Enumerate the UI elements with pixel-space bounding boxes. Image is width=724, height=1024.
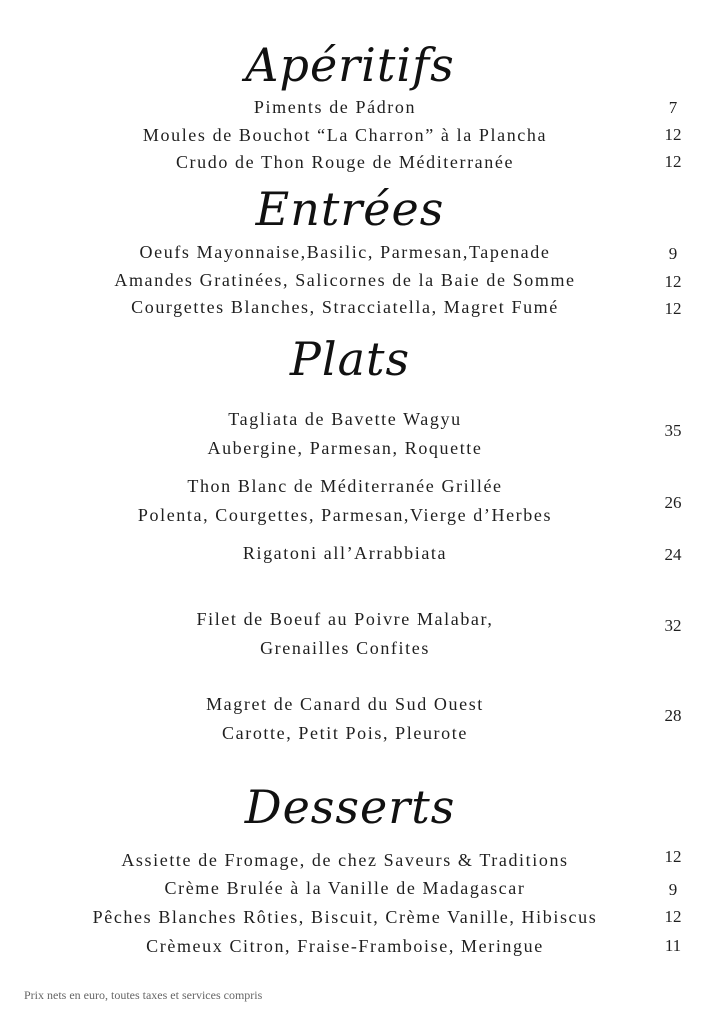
menu-item-price: 28: [664, 706, 682, 725]
menu-item-price: 12: [664, 152, 682, 171]
menu-item-price: 11: [664, 936, 682, 955]
menu-item-detail: Grenailles Confites: [260, 638, 430, 658]
menu-item-price: 9: [668, 244, 678, 263]
menu-item-price: 9: [668, 880, 678, 899]
menu-item-name: Piments de Pádron: [253, 97, 417, 117]
menu-item-name: Tagliata de Bavette Wagyu: [228, 409, 462, 429]
menu-item-detail: Polenta, Courgettes, Parmesan,Vierge d’Herbes: [137, 505, 553, 525]
menu-item-name: Oeufs Mayonnaise,Basilic, Parmesan,Tapenade: [139, 242, 551, 262]
aperitifs-heading: Apéritifs: [245, 38, 455, 92]
menu-item-price: 12: [664, 272, 682, 291]
price-disclaimer: Prix nets en euro, toutes taxes et services compris: [24, 988, 263, 1002]
menu-item-name: Pêches Blanches Rôties, Biscuit, Crème Vanille, Hibiscus: [92, 907, 598, 927]
menu-item-detail: Aubergine, Parmesan, Roquette: [207, 438, 483, 458]
menu-item-name: Rigatoni all’Arrabbiata: [242, 543, 448, 563]
menu-item-name: Filet de Boeuf au Poivre Malabar,: [196, 609, 494, 629]
menu-item-price: 24: [664, 545, 682, 564]
menu-item-price: 12: [664, 907, 682, 926]
menu-item-price: 12: [664, 299, 682, 318]
menu-item-price: 26: [664, 493, 682, 512]
menu-item-detail: Carotte, Petit Pois, Pleurote: [222, 723, 468, 743]
menu-item-name: Crudo de Thon Rouge de Méditerranée: [175, 152, 515, 172]
menu-item-name: Moules de Bouchot “La Charron” à la Plancha: [142, 125, 548, 145]
menu-item-price: 12: [664, 125, 682, 144]
desserts-heading: Desserts: [244, 780, 456, 834]
menu-item-name: Magret de Canard du Sud Ouest: [206, 694, 484, 714]
menu-item-price: 12: [664, 847, 682, 866]
menu-item-price: 35: [664, 421, 682, 440]
menu-item-name: Crèmeux Citron, Fraise-Framboise, Meringue: [146, 936, 544, 956]
menu-item-name: Courgettes Blanches, Stracciatella, Magret Fumé: [131, 297, 559, 317]
menu-item-price: 7: [668, 98, 678, 117]
menu-item-name: Thon Blanc de Méditerranée Grillée: [187, 476, 503, 496]
menu-item-name: Amandes Gratinées, Salicornes de la Baie de Somme: [114, 270, 576, 290]
menu-item-price: 32: [664, 616, 682, 635]
menu-item-name: Crème Brulée à la Vanille de Madagascar: [164, 878, 526, 898]
menu-item-name: Assiette de Fromage, de chez Saveurs & Traditions: [121, 850, 569, 870]
plats-heading: Plats: [289, 332, 411, 386]
entrees-heading: Entrées: [255, 182, 445, 236]
